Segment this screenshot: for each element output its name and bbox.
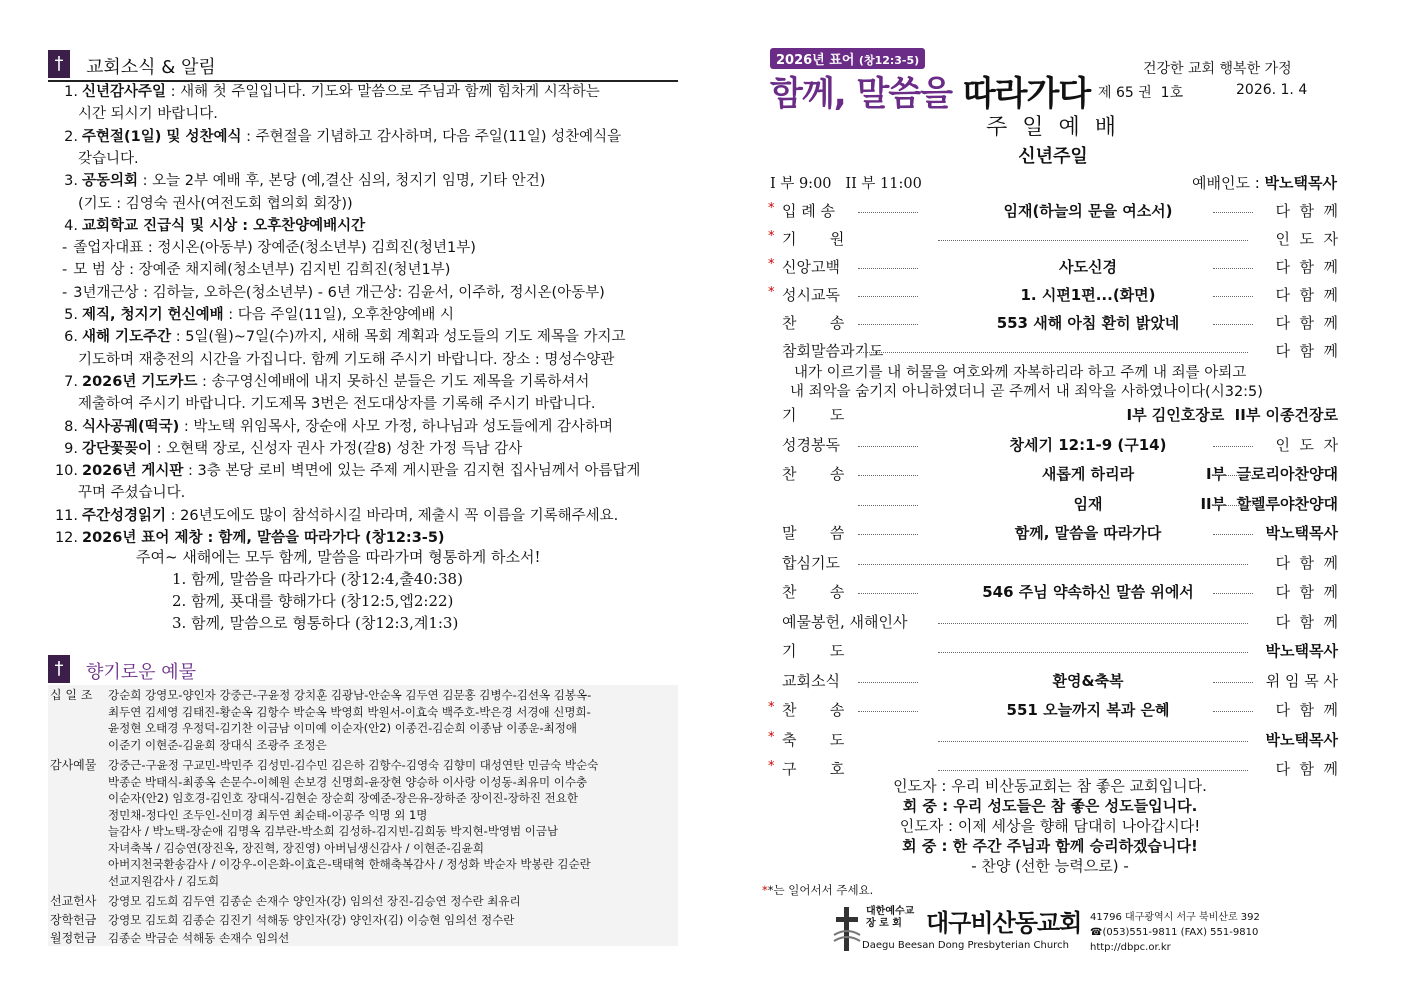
order-row <box>768 402 1338 430</box>
news-item <box>52 372 589 392</box>
denomination: 대한예수교 장 로 회 <box>866 906 915 929</box>
dotted-leader <box>858 593 918 594</box>
news-item <box>62 260 450 280</box>
service-title: 주 일 예 배 <box>986 115 1120 140</box>
dotted-leader <box>858 296 918 297</box>
news-item <box>52 82 600 102</box>
responsive-speaker: 인도자 <box>899 817 944 835</box>
order-content: 546 주님 약속하신 말씀 위에서 <box>982 583 1194 601</box>
offering-names: 강영모 김도희 김두연 김종순 손재수 양인자(강) 임의선 장진-김승연 정수란 최유리 <box>108 894 521 908</box>
offering-names: 윤정현 오태경 우정덕-김기찬 이금남 이미예 이순자(안2) 이종건-김순희 이종남 이종운-최정애 <box>108 721 578 735</box>
offering-names: 이준기 이현준-김윤희 장대식 조광주 조정은 <box>108 737 327 752</box>
offering-names: 선교지원감사 / 김도희 <box>108 873 220 888</box>
news-item-text: 갖습니다. <box>78 150 139 167</box>
church-address: 41796 대구광역시 서구 북비산로 392 <box>1090 912 1260 923</box>
prayer-line: 3. 함께, 말씀으로 형통하다 (창12:3,계1:3) <box>172 614 459 632</box>
order-label: 기 원 <box>782 230 845 248</box>
dotted-leader <box>858 352 1248 353</box>
dotted-leader <box>858 564 1248 565</box>
news-item <box>52 417 613 437</box>
order-content: 1. 시편1편...(화면) <box>1020 286 1156 304</box>
dotted-leader <box>1213 446 1253 447</box>
order-label: 성경봉독 <box>782 435 840 454</box>
title-part1: 함께, 말씀을 <box>770 74 952 114</box>
confession-line: 내가 이르기를 내 허물을 여호와께 자복하리라 하고 주께 내 죄를 아뢰고 <box>794 365 1247 381</box>
news-item <box>52 327 625 347</box>
order-content: 임재(하늘의 문을 여소서) <box>1003 202 1173 220</box>
order-row <box>768 310 1338 338</box>
responsive-sep: : <box>943 817 958 835</box>
dotted-leader <box>1213 505 1253 506</box>
badge-verse: (창12:3-5) <box>858 54 920 67</box>
news-item <box>78 350 614 370</box>
order-label: 말 씀 <box>782 524 845 542</box>
order-performer: 다 함 께 <box>1275 286 1338 304</box>
news-item-text: : 새해 첫 주일입니다. 기도와 말씀으로 주님과 함께 힘차게 시작하는 <box>166 84 600 100</box>
news-item <box>78 149 139 169</box>
title-part2: 따라가다 <box>951 74 1091 114</box>
news-item-title: 2026년 표어 제창 : 함께, 말씀을 따라가다 (창12:3-5) <box>82 530 445 546</box>
order-label: 기 도 <box>782 406 845 424</box>
church-web: http://dbpc.or.kr <box>1090 942 1171 953</box>
news-item-number: - <box>62 240 68 257</box>
news-item <box>78 394 596 414</box>
news-item <box>78 483 185 503</box>
dotted-leader <box>1213 534 1253 535</box>
order-row <box>768 491 1338 519</box>
news-item <box>52 127 621 147</box>
responsive-sep: : <box>936 777 952 795</box>
order-performer: 다 함 께 <box>1275 342 1338 360</box>
order-performer: 다 함 께 <box>1275 701 1338 719</box>
news-item-text: : 오늘 2부 예배 후, 본당 (예,결산 심의, 청지기 임명, 기타 안건) <box>138 173 546 190</box>
order-row <box>768 338 1338 366</box>
news-item-text: : 오현택 장로, 신성자 권사 가정(갈8) 성찬 가정 득남 감사 <box>152 440 523 457</box>
responsive-line <box>790 836 1310 857</box>
order-label: 성시교독 <box>782 286 840 304</box>
news-item-title: 식사공궤(떡국) <box>82 418 180 435</box>
issue-date: 2026. 1. 4 <box>1236 82 1308 98</box>
dotted-leader <box>1213 268 1253 269</box>
cross-icon: † <box>48 50 70 78</box>
order-label: 구 호 <box>782 760 845 778</box>
news-item-number: - <box>62 284 68 301</box>
news-item-title: 제직, 청지기 헌신예배 <box>82 307 224 323</box>
news-item-number: 11. <box>54 507 78 524</box>
church-contact <box>1090 910 1260 955</box>
offering-names: 김종순 박금순 석해동 손재수 임의선 <box>108 931 290 945</box>
news-item <box>52 171 545 191</box>
offering-header-title: 향기로운 예물 <box>86 662 197 683</box>
order-label: 찬 송 <box>782 465 845 483</box>
news-item-title: 강단꽃꽂이 <box>82 440 153 457</box>
news-item-title: 신년감사주일 <box>82 84 167 100</box>
responsive-text: 이제 세상을 향해 담대히 나아갑시다! <box>957 817 1201 835</box>
offering-names: 강영모 김도희 김종순 김진기 석해동 양인자(강) 양인자(김) 이승현 임의선 정수란 <box>108 912 515 927</box>
news-item-text: 시간 되시기 바랍니다. <box>78 106 218 123</box>
news-item-text: : 3층 본당 로비 벽면에 있는 주제 게시판을 김지현 집사님께서 아름답게 <box>183 463 641 480</box>
order-label: 신앙고백 <box>782 258 840 276</box>
responsive-text: 한 주간 주님과 함께 승리하겠습니다! <box>952 837 1198 855</box>
badge-year: 2026년 표어 <box>776 53 855 68</box>
order-row <box>768 432 1338 460</box>
news-item <box>52 461 640 481</box>
dotted-leader <box>858 711 918 712</box>
confession-block <box>790 364 1263 402</box>
dotted-leader <box>1213 296 1253 297</box>
offering-names: 늘감사 / 박노택-장순애 김명옥 김부란-박소희 김성하-김지빈-김희동 박지현-박영범 이금남 <box>108 824 559 838</box>
news-item-text: (기도 : 김영숙 권사(여전도회 협의회 회장)) <box>78 195 353 212</box>
offering-names: 아버지천국환송감사 / 이강우-이은화-이효은-택태혁 한해축복감사 / 정성화 박순자 박봉란 김순란 <box>108 857 591 871</box>
dotted-leader <box>1213 212 1253 213</box>
order-label: 찬 송 <box>782 314 845 332</box>
news-item-number: 3. <box>64 173 78 190</box>
order-content: 새롭게 하리라 <box>1041 465 1135 483</box>
service-times: I 부 9:00 II 부 11:00 <box>770 176 922 192</box>
news-item-title: 2026년 기도카드 <box>82 373 198 390</box>
news-item-title: 2026년 게시판 <box>82 463 184 480</box>
offering-category: 십 일 조 <box>50 688 93 702</box>
offerings-box <box>48 685 678 946</box>
responsive-line <box>790 816 1310 837</box>
order-row <box>768 282 1338 310</box>
responsive-sep: : <box>936 837 953 855</box>
news-item-number: 4. <box>64 217 78 234</box>
required-star-icon: * <box>768 759 775 774</box>
responsive-speaker: 회 중 <box>902 837 937 855</box>
news-item-text: 기도하며 재충전의 시간을 가집니다. 함께 기도해 주시기 바랍니다. 장소 : 명성수양관 <box>78 351 615 368</box>
responsive-sep: : <box>936 797 954 815</box>
dotted-leader <box>858 505 918 506</box>
prayer-line: 1. 함께, 말씀을 따라가다 (창12:4,출40:38) <box>172 570 463 588</box>
church-phone: ☎(053)551-9811 (FAX) 551-9810 <box>1090 927 1259 938</box>
order-content: 임재 <box>1073 494 1103 513</box>
responsive-speaker: 회 중 <box>902 797 937 815</box>
news-item-number: 12. <box>54 530 78 546</box>
dotted-leader <box>1213 593 1253 594</box>
dotted-leader <box>858 682 918 683</box>
news-item <box>62 283 605 303</box>
order-row <box>768 609 1338 637</box>
order-performer: 다 함 께 <box>1275 314 1338 332</box>
news-item-title: 교회학교 진급식 및 시상 : 오후찬양예배시간 <box>82 217 366 234</box>
news-item-number: 7. <box>64 373 78 390</box>
order-label: 참회말씀과기도 <box>782 342 884 360</box>
dotted-leader <box>858 475 918 476</box>
order-performer: 다 함 께 <box>1275 553 1338 572</box>
offering-names: 정민채-정다인 조두인-신미경 최두연 최순태-이공주 익명 외 1명 <box>108 807 428 822</box>
news-item <box>52 528 445 548</box>
news-header <box>48 50 678 82</box>
order-label: 찬 송 <box>782 701 845 719</box>
order-label: 예물봉헌, 새해인사 <box>782 612 908 631</box>
order-performer: 인 도 자 <box>1275 435 1338 454</box>
church-name: 대구비산동교회 <box>926 909 1082 937</box>
news-item-title: 새해 기도주간 <box>82 329 172 346</box>
order-performer: 박노택목사 <box>1265 730 1338 749</box>
dotted-leader <box>858 446 918 447</box>
order-row <box>768 579 1338 607</box>
order-performer: 위 임 목 사 <box>1265 671 1338 690</box>
prayer-line: 2. 함께, 푯대를 향해가다 (창12:5,엡2:22) <box>172 592 454 610</box>
required-star-icon: * <box>768 257 775 272</box>
news-item <box>52 439 522 459</box>
offering-names: 이순자(안2) 임호경-김인호 장대식-김현순 장순희 장예준-장은유-장하준 장이진-장하진 전요한 <box>108 791 578 805</box>
dotted-leader <box>938 770 1248 771</box>
news-item <box>78 194 353 214</box>
news-item-number: 10. <box>54 463 78 480</box>
news-item-number: 8. <box>64 418 78 435</box>
required-star-icon: * <box>768 201 775 216</box>
main-title <box>770 66 1090 115</box>
offering-names: 강중근-구윤정 구교민-박민주 김성민-김수민 김은하 김항수-김영숙 김향미 대성연탄 민금숙 박순숙 <box>108 758 599 772</box>
order-row <box>768 226 1338 254</box>
news-item-number: 6. <box>64 329 78 346</box>
responsive-line <box>790 776 1310 797</box>
offering-names: 강순희 강영모-양인자 강중근-구윤정 강치훈 김광남-안순옥 김두연 김문홍 김병수-김선옥 김봉옥- <box>108 688 592 702</box>
stand-note: **는 일어서서 주세요. <box>762 883 874 897</box>
confession-line: 내 죄악을 숨기지 아니하였더니 곧 주께서 내 죄악을 사하였나이다(시32:5) <box>790 384 1263 400</box>
issue-number: 제 65 권 1호 <box>1098 85 1184 101</box>
order-performer: 다 함 께 <box>1275 612 1338 631</box>
order-content: 환영&축복 <box>1052 671 1124 690</box>
dotted-leader <box>1213 682 1253 683</box>
news-item-title: 주간성경읽기 <box>82 507 167 524</box>
order-label: 찬 송 <box>782 583 845 601</box>
news-item <box>52 506 618 526</box>
order-label: 교회소식 <box>782 671 840 690</box>
order-performer: 다 함 께 <box>1275 760 1338 778</box>
order-performer: 다 함 께 <box>1275 583 1338 601</box>
required-star-icon: * <box>768 729 775 745</box>
motto-text: 건강한 교회 행복한 가정 <box>1143 61 1292 77</box>
order-row <box>768 461 1338 489</box>
news-item-number: - <box>62 262 68 279</box>
dotted-leader <box>938 652 1248 653</box>
church-logo-icon <box>832 905 862 953</box>
offering-category: 감사예물 <box>50 758 97 772</box>
order-label: 기 도 <box>782 642 845 660</box>
service-subtitle: 신년주일 <box>1018 146 1088 167</box>
news-item-text: 3년개근상 : 김하늘, 오하은(청소년부) - 6년 개근상: 김윤서, 이주하, 정시온(아동부) <box>73 284 605 301</box>
leader-label: 예배인도 : <box>1191 174 1265 192</box>
news-header-title: 교회소식 & 알림 <box>86 57 216 78</box>
news-item-title: 공동의회 <box>82 173 139 190</box>
cross-icon: † <box>48 655 70 683</box>
order-row <box>768 254 1338 282</box>
order-performer: 인 도 자 <box>1275 230 1338 248</box>
leader-name: 박노택목사 <box>1264 174 1337 192</box>
news-item <box>52 305 454 325</box>
dotted-leader <box>1213 711 1253 712</box>
order-label: 축 도 <box>782 730 845 749</box>
dotted-leader <box>938 623 1248 624</box>
order-performer: 박노택목사 <box>1265 524 1338 542</box>
responsive-line <box>790 796 1310 817</box>
news-item-number: 2. <box>64 128 78 145</box>
news-item-text: : 5일(월)~7일(수)까지, 새해 목회 계획과 성도들의 기도 제목을 가지고 <box>171 329 626 346</box>
required-star-icon: * <box>768 700 775 715</box>
stand-note-text: *는 일어서서 주세요. <box>767 883 874 897</box>
order-content: 551 오늘까지 복과 은혜 <box>1006 701 1170 719</box>
order-performer: I부 김인호장로 II부 이종건장로 <box>1126 406 1338 424</box>
responsive-speaker: 인도자 <box>893 777 937 795</box>
order-content: 창세기 12:1-9 (구14) <box>1009 435 1167 454</box>
offering-names: 자녀축복 / 김승연(장진옥, 장진혁, 장진영) 아버님생신감사 / 이현준-김윤희 <box>108 840 484 855</box>
offering-category: 장학헌금 <box>50 912 97 927</box>
news-item-number: 9. <box>64 440 78 457</box>
news-item-text: 제출하여 주시기 바랍니다. 기도제목 3번은 전도대상자를 기록해 주시기 바랍니다. <box>78 396 596 413</box>
order-content: 553 새해 아침 환히 밝았네 <box>996 314 1180 332</box>
order-content: 함께, 말씀을 따라가다 <box>1014 524 1162 542</box>
dotted-leader <box>938 741 1248 742</box>
praise-line: - 찬양 (선한 능력으로) - <box>971 857 1129 875</box>
offering-category: 선교헌사 <box>50 894 97 908</box>
worship-leader <box>1192 172 1337 193</box>
offering-names: 최두연 김세영 김태진-황순옥 김항수 박순옥 박영희 박원서-이효숙 백주호-박은경 서경애 신명희- <box>108 704 591 719</box>
news-item <box>52 216 365 236</box>
prayer-line: 주여~ 새해에는 모두 함께, 말씀을 따라가며 형통하게 하소서! <box>136 548 541 566</box>
news-item-text: : 송구영신예배에 내지 못하신 분들은 기도 제목을 기록하셔서 <box>197 373 590 390</box>
order-performer: 다 함 께 <box>1275 202 1338 220</box>
order-row <box>768 198 1338 226</box>
required-star-icon: * <box>768 285 775 300</box>
news-item-text: : 26년도에도 많이 참석하시길 바라며, 제출시 꼭 이름을 기록해주세요. <box>166 507 619 524</box>
news-item <box>62 238 476 258</box>
order-row <box>768 550 1338 578</box>
news-item <box>78 104 218 124</box>
order-row <box>768 638 1338 666</box>
offering-names: 박종순 박태식-최종옥 손문수-이혜원 손보경 신명희-윤장현 양승하 이사랑 이성동-최유미 이수충 <box>108 774 588 789</box>
church-name-en: Daegu Beesan Dong Presbyterian Church <box>862 940 1069 951</box>
news-item-text: 모 범 상 : 장예준 채지혜(청소년부) 김지빈 김희진(청년1부) <box>73 262 451 279</box>
order-row <box>768 668 1338 696</box>
order-row <box>768 520 1338 548</box>
dotted-leader <box>858 268 918 269</box>
news-item-text: : 다음 주일(11일), 오후찬양예배 시 <box>223 307 455 323</box>
order-performer: I부 글로리아찬양대 <box>1206 465 1338 483</box>
news-item-text: 꾸며 주셨습니다. <box>78 485 186 502</box>
order-label: 입 례 송 <box>782 202 836 220</box>
order-row <box>768 697 1338 725</box>
dotted-leader <box>1213 475 1253 476</box>
dotted-leader <box>858 324 918 325</box>
order-performer: II부 할렐루야찬양대 <box>1200 494 1338 513</box>
news-item-text: : 박노택 위임목사, 장순애 사모 가정, 하나님과 성도들에게 감사하며 <box>179 418 614 435</box>
required-star-icon: * <box>768 229 775 244</box>
dotted-leader <box>858 534 918 535</box>
responsive-text: 우리 성도들은 참 좋은 성도들입니다. <box>953 797 1198 815</box>
order-content: 사도신경 <box>1059 258 1117 276</box>
news-item-text: : 주현절을 기념하고 감사하며, 다음 주일(11일) 성찬예식을 <box>241 128 622 145</box>
dotted-leader <box>938 240 1248 241</box>
offering-header <box>48 655 678 687</box>
order-label: 합심기도 <box>782 553 840 572</box>
order-performer: 박노택목사 <box>1265 642 1338 660</box>
responsive-text: 우리 비산동교회는 참 좋은 교회입니다. <box>951 777 1207 795</box>
order-performer: 다 함 께 <box>1275 258 1338 276</box>
news-item-number: 5. <box>64 307 78 323</box>
offering-category: 월정헌금 <box>50 931 97 945</box>
dotted-leader <box>858 212 918 213</box>
order-row <box>768 727 1338 755</box>
news-item-title: 주현절(1일) 및 성찬예식 <box>82 128 242 145</box>
news-item-text: 졸업자대표 : 정시온(아동부) 장예준(청소년부) 김희진(청년1부) <box>73 240 476 257</box>
dotted-leader <box>1213 324 1253 325</box>
news-item-number: 1. <box>64 84 78 100</box>
